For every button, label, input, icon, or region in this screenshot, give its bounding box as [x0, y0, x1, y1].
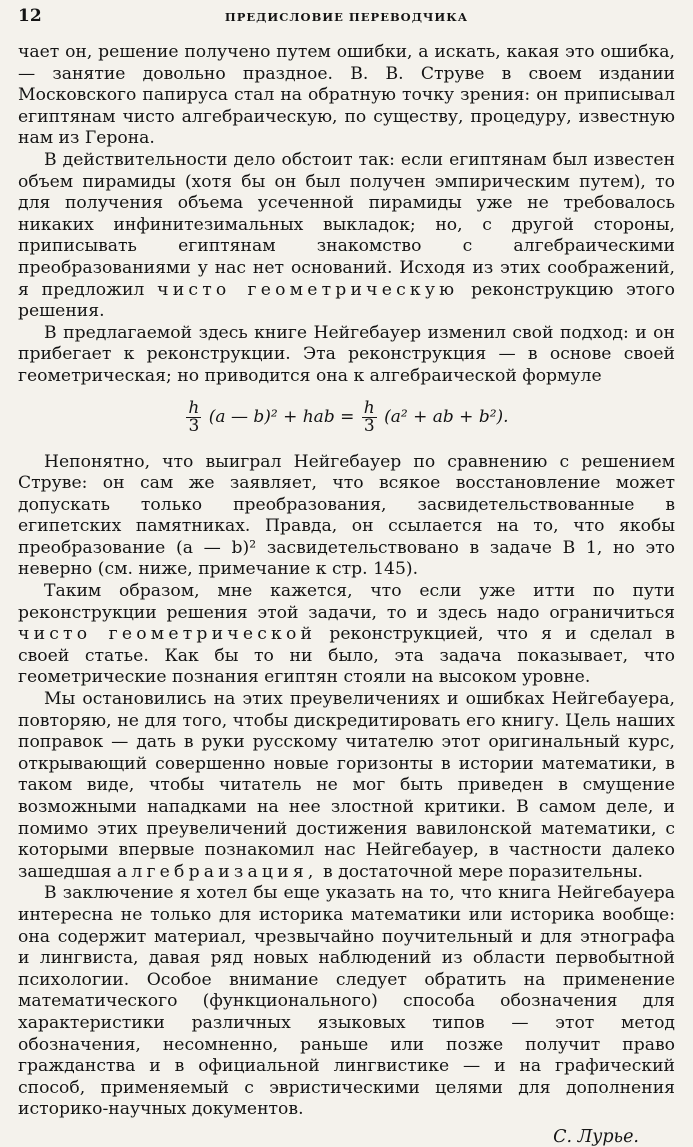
emphasis-geometric-reconstruction: чисто геометрическую	[157, 279, 459, 300]
paragraph-5-text-b: реконструкцией, что я и сделал в своей статье. Как бы то ни было, эта задача показывает, что геометрические познания египтян стояли на высоком уровне.	[18, 624, 675, 688]
paragraph-5	[18, 581, 675, 689]
paragraph-6-text-b: в достаточной мере поразительны.	[323, 861, 644, 882]
formula-fraction-right: $\frac{h}{3}$	[363, 397, 375, 436]
paragraph-6-text-a: Мы остановились на этих преувеличениях и ошибках Нейгебауера, повторяю, не для того, чтобы дискредитировать его книгу. Цель наших поправок — дать в руки русскому читателю этот оригинальный курс, открывающий совершенно новые горизонты в истории математики, в таком виде, чтобы читатель не мог быть приведен в смущение возможными нападками на нее злостной критики. В самом деле, и помимо этих преувеличений достижения вавилонской математики, с которыми впервые познакомил нас Нейгебауер, в частности далеко зашедшая	[18, 689, 675, 882]
running-title: ПРЕДИСЛОВИЕ ПЕРЕВОДЧИКА	[224, 10, 469, 24]
paragraph-2-text-b: реконструкцию этого решения.	[18, 279, 675, 322]
formula-right-term: (a² + ab + b²).	[384, 406, 509, 427]
formula-fraction-left: $\frac{h}{3}$	[188, 397, 200, 436]
emphasis-algebraization: алгебраизация,	[116, 861, 318, 882]
paragraph-3: В предлагаемой здесь книге Нейгебауер изменил свой подход: и он прибегает к реконструкции. Эта реконструкция — в основе своей геометрическая; но приводится она к алгебраической формуле	[18, 322, 675, 386]
page-header	[18, 6, 675, 30]
paragraph-2-text-a: В действительности дело обстоит так: если египтянам был известен объем пирамиды (хотя бы он был получен эмпирическим путем), то для получения объема усеченной пирамиды уже не требовалось никаких инфинитезимальных выкладок; но, с другой стороны, приписывать египтянам знакомство с алгебраическими преобразованиями у нас нет оснований. Исходя из этих соображений, я предложил	[18, 149, 675, 300]
paragraph-6	[18, 689, 675, 883]
paragraph-2	[18, 150, 675, 323]
emphasis-geometric: чисто геометрической	[18, 624, 317, 645]
formula	[18, 392, 675, 442]
paragraph-4: Непонятно, что выиграл Нейгебауер по сравнению с решением Струве: он сам же заявляет, что всякое восстановление может допускать только преобразования, засвидетельствованные в египетских памятниках. Правда, он ссылается на то, что якобы преобразование (a — b)² засвидетельствовано в задаче В 1, но это неверно (см. ниже, примечание к стр. 145).	[18, 451, 675, 580]
page-body	[18, 42, 675, 1147]
paragraph-7: В заключение я хотел бы еще указать на то, что книга Нейгебауера интересна не только для историка математики или историка вообще: она содержит материал, чрезвычайно поучительный и для этнографа и лингвиста, давая ряд новых наблюдений из области первобытной психологии. Особое внимание следует обратить на применение математического (функционального) способа обозначения для характеристики различных языковых типов — этот метод обозначения, несомненно, раньше или позже получит право гражданства и в официальной лингвистике — и на графический способ, применяемый с эвристическими целями для дополнения историко-научных документов.	[18, 883, 675, 1120]
page-number: 12	[18, 6, 42, 26]
author-signature: С. Лурье.	[553, 1126, 639, 1147]
paragraph-1: чает он, решение получено путем ошибки, а искать, какая это ошибка, — занятие довольно праздное. В. В. Струве в своем издании Московского папируса стал на обратную точку зрения: он приписывал египтянам чисто алгебраическую, по существу, процедуру, известную нам из Герона.	[18, 42, 675, 149]
paragraph-5-text-a: Таким образом, мне кажется, что если уже итти по пути реконструкции решения этой задачи, то и здесь надо ограничиться	[18, 581, 675, 623]
formula-left-term: (a — b)² + hab =	[208, 406, 355, 427]
